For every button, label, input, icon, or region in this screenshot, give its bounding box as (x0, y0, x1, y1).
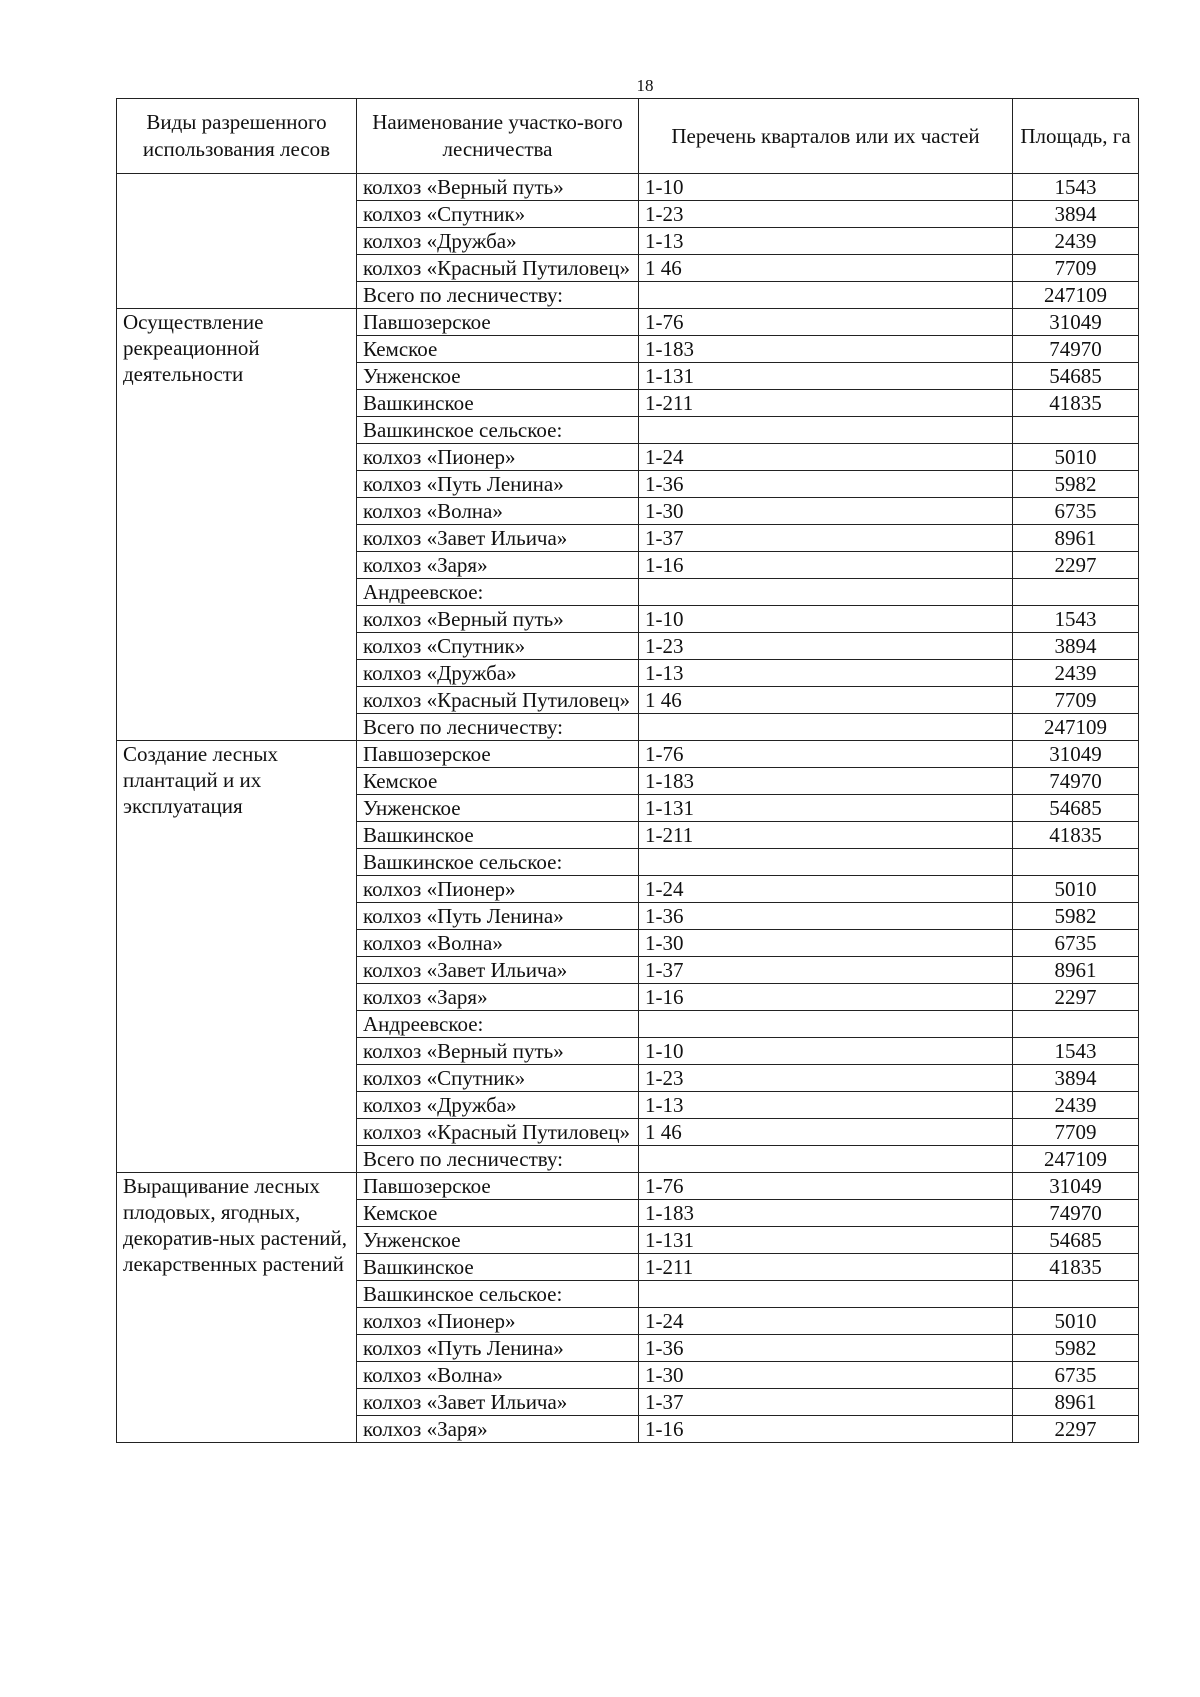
quarters-cell: 1-23 (639, 201, 1013, 228)
area-cell: 1543 (1013, 606, 1139, 633)
quarters-cell: 1 46 (639, 687, 1013, 714)
quarters-cell: 1-30 (639, 1362, 1013, 1389)
area-cell (1013, 579, 1139, 606)
forestry-name-cell: колхоз «Дружба» (357, 660, 639, 687)
forestry-name-cell: Унженское (357, 363, 639, 390)
area-cell: 6735 (1013, 498, 1139, 525)
quarters-cell: 1-16 (639, 1416, 1013, 1443)
table-row (117, 309, 1139, 336)
area-cell: 54685 (1013, 1227, 1139, 1254)
area-cell: 7709 (1013, 255, 1139, 282)
forestry-name-cell: колхоз «Пионер» (357, 444, 639, 471)
forestry-name-cell: колхоз «Спутник» (357, 201, 639, 228)
quarters-cell: 1-23 (639, 1065, 1013, 1092)
forestry-name-cell: колхоз «Верный путь» (357, 174, 639, 201)
area-cell: 7709 (1013, 1119, 1139, 1146)
quarters-cell: 1-36 (639, 903, 1013, 930)
quarters-cell: 1-10 (639, 606, 1013, 633)
forestry-name-cell: Вашкинское сельское: (357, 1281, 639, 1308)
quarters-cell: 1-16 (639, 552, 1013, 579)
forestry-name-cell: колхоз «Спутник» (357, 633, 639, 660)
forestry-name-cell: Андреевское: (357, 579, 639, 606)
header-quarters: Перечень кварталов или их частей (639, 99, 1013, 174)
area-cell: 2297 (1013, 552, 1139, 579)
area-cell: 5982 (1013, 1335, 1139, 1362)
area-cell: 31049 (1013, 309, 1139, 336)
table-body (117, 174, 1139, 1443)
forestry-name-cell: колхоз «Верный путь» (357, 606, 639, 633)
area-cell: 74970 (1013, 768, 1139, 795)
quarters-cell (639, 1011, 1013, 1038)
forestry-name-cell: Павшозерское (357, 309, 639, 336)
forestry-name-cell: колхоз «Дружба» (357, 228, 639, 255)
area-cell: 5010 (1013, 876, 1139, 903)
header-forestry: Наименование участко-вого лесничества (357, 99, 639, 174)
quarters-cell: 1 46 (639, 1119, 1013, 1146)
area-cell: 2297 (1013, 1416, 1139, 1443)
quarters-cell: 1-13 (639, 660, 1013, 687)
quarters-cell (639, 714, 1013, 741)
forestry-name-cell: Кемское (357, 1200, 639, 1227)
area-cell: 74970 (1013, 336, 1139, 363)
forestry-name-cell: колхоз «Спутник» (357, 1065, 639, 1092)
quarters-cell: 1-183 (639, 1200, 1013, 1227)
forest-use-table (116, 98, 1139, 1443)
forestry-name-cell: Унженское (357, 1227, 639, 1254)
forestry-name-cell: колхоз «Завет Ильича» (357, 957, 639, 984)
forestry-name-cell: колхоз «Путь Ленина» (357, 1335, 639, 1362)
area-cell (1013, 417, 1139, 444)
area-cell: 1543 (1013, 1038, 1139, 1065)
forestry-name-cell: Вашкинское (357, 1254, 639, 1281)
quarters-cell: 1-10 (639, 174, 1013, 201)
forestry-name-cell: Унженское (357, 795, 639, 822)
quarters-cell: 1-183 (639, 768, 1013, 795)
quarters-cell: 1-36 (639, 1335, 1013, 1362)
quarters-cell (639, 282, 1013, 309)
area-cell: 8961 (1013, 1389, 1139, 1416)
quarters-cell: 1-24 (639, 444, 1013, 471)
area-cell: 5982 (1013, 903, 1139, 930)
quarters-cell (639, 579, 1013, 606)
area-cell: 31049 (1013, 1173, 1139, 1200)
forestry-name-cell: колхоз «Путь Ленина» (357, 903, 639, 930)
quarters-cell: 1-36 (639, 471, 1013, 498)
area-cell (1013, 1281, 1139, 1308)
header-use-type: Виды разрешенного использования лесов (117, 99, 357, 174)
use-type-cell: Выращивание лесных плодовых, ягодных, декоратив-ных растений, лекарственных растений (117, 1173, 357, 1443)
forestry-name-cell: колхоз «Волна» (357, 1362, 639, 1389)
quarters-cell: 1-211 (639, 1254, 1013, 1281)
forestry-name-cell: колхоз «Красный Путиловец» (357, 1119, 639, 1146)
forestry-name-cell: Вашкинское сельское: (357, 849, 639, 876)
forestry-name-cell: колхоз «Красный Путиловец» (357, 255, 639, 282)
area-cell: 247109 (1013, 714, 1139, 741)
quarters-cell: 1-131 (639, 1227, 1013, 1254)
forestry-name-cell: Кемское (357, 768, 639, 795)
quarters-cell: 1-13 (639, 228, 1013, 255)
quarters-cell: 1-131 (639, 795, 1013, 822)
quarters-cell: 1-37 (639, 957, 1013, 984)
quarters-cell: 1-183 (639, 336, 1013, 363)
quarters-cell: 1 46 (639, 255, 1013, 282)
area-cell: 74970 (1013, 1200, 1139, 1227)
table-row (117, 1173, 1139, 1200)
quarters-cell: 1-76 (639, 1173, 1013, 1200)
use-type-cell: Осуществление рекреационной деятельности (117, 309, 357, 741)
area-cell: 8961 (1013, 525, 1139, 552)
forestry-name-cell: колхоз «Завет Ильича» (357, 1389, 639, 1416)
quarters-cell: 1-16 (639, 984, 1013, 1011)
area-cell: 41835 (1013, 822, 1139, 849)
area-cell: 3894 (1013, 633, 1139, 660)
quarters-cell (639, 417, 1013, 444)
forestry-name-cell: колхоз «Красный Путиловец» (357, 687, 639, 714)
header-area: Площадь, га (1013, 99, 1139, 174)
area-cell: 2439 (1013, 228, 1139, 255)
quarters-cell: 1-24 (639, 876, 1013, 903)
area-cell: 7709 (1013, 687, 1139, 714)
area-cell: 5010 (1013, 1308, 1139, 1335)
forestry-name-cell: колхоз «Путь Ленина» (357, 471, 639, 498)
area-cell: 54685 (1013, 363, 1139, 390)
area-cell: 5982 (1013, 471, 1139, 498)
forestry-name-cell: Вашкинское (357, 390, 639, 417)
use-type-cell: Создание лесных плантаций и их эксплуатация (117, 741, 357, 1173)
area-cell: 247109 (1013, 1146, 1139, 1173)
forestry-name-cell: колхоз «Пионер» (357, 876, 639, 903)
area-cell: 3894 (1013, 201, 1139, 228)
area-cell: 54685 (1013, 795, 1139, 822)
quarters-cell: 1-76 (639, 309, 1013, 336)
quarters-cell (639, 1281, 1013, 1308)
forestry-name-cell: колхоз «Верный путь» (357, 1038, 639, 1065)
quarters-cell: 1-10 (639, 1038, 1013, 1065)
forestry-name-cell: Вашкинское сельское: (357, 417, 639, 444)
quarters-cell: 1-211 (639, 822, 1013, 849)
forestry-name-cell: Вашкинское (357, 822, 639, 849)
area-cell (1013, 849, 1139, 876)
forestry-name-cell: Андреевское: (357, 1011, 639, 1038)
quarters-cell: 1-23 (639, 633, 1013, 660)
forestry-name-cell: колхоз «Волна» (357, 930, 639, 957)
area-cell: 247109 (1013, 282, 1139, 309)
quarters-cell: 1-13 (639, 1092, 1013, 1119)
quarters-cell: 1-211 (639, 390, 1013, 417)
forestry-name-cell: колхоз «Заря» (357, 984, 639, 1011)
forestry-name-cell: Павшозерское (357, 741, 639, 768)
area-cell: 6735 (1013, 930, 1139, 957)
forestry-name-cell: Кемское (357, 336, 639, 363)
table-header-row (117, 99, 1139, 174)
area-cell: 5010 (1013, 444, 1139, 471)
table-row (117, 741, 1139, 768)
quarters-cell: 1-37 (639, 525, 1013, 552)
area-cell: 1543 (1013, 174, 1139, 201)
area-cell: 3894 (1013, 1065, 1139, 1092)
area-cell: 41835 (1013, 1254, 1139, 1281)
forestry-name-cell: колхоз «Заря» (357, 1416, 639, 1443)
forestry-name-cell: колхоз «Дружба» (357, 1092, 639, 1119)
area-cell: 2439 (1013, 1092, 1139, 1119)
quarters-cell: 1-131 (639, 363, 1013, 390)
forestry-name-cell: колхоз «Пионер» (357, 1308, 639, 1335)
area-cell (1013, 1011, 1139, 1038)
quarters-cell (639, 1146, 1013, 1173)
use-type-cell-empty (117, 174, 357, 309)
area-cell: 8961 (1013, 957, 1139, 984)
quarters-cell: 1-76 (639, 741, 1013, 768)
forestry-name-cell: колхоз «Волна» (357, 498, 639, 525)
area-cell: 31049 (1013, 741, 1139, 768)
table-row (117, 174, 1139, 201)
quarters-cell: 1-24 (639, 1308, 1013, 1335)
area-cell: 41835 (1013, 390, 1139, 417)
forestry-name-cell: Павшозерское (357, 1173, 639, 1200)
forestry-name-cell: Всего по лесничеству: (357, 282, 639, 309)
quarters-cell: 1-30 (639, 498, 1013, 525)
forestry-name-cell: колхоз «Завет Ильича» (357, 525, 639, 552)
forestry-name-cell: Всего по лесничеству: (357, 714, 639, 741)
page-number: 18 (636, 76, 654, 95)
area-cell: 2297 (1013, 984, 1139, 1011)
quarters-cell (639, 849, 1013, 876)
forestry-name-cell: Всего по лесничеству: (357, 1146, 639, 1173)
quarters-cell: 1-30 (639, 930, 1013, 957)
quarters-cell: 1-37 (639, 1389, 1013, 1416)
area-cell: 2439 (1013, 660, 1139, 687)
forestry-name-cell: колхоз «Заря» (357, 552, 639, 579)
area-cell: 6735 (1013, 1362, 1139, 1389)
